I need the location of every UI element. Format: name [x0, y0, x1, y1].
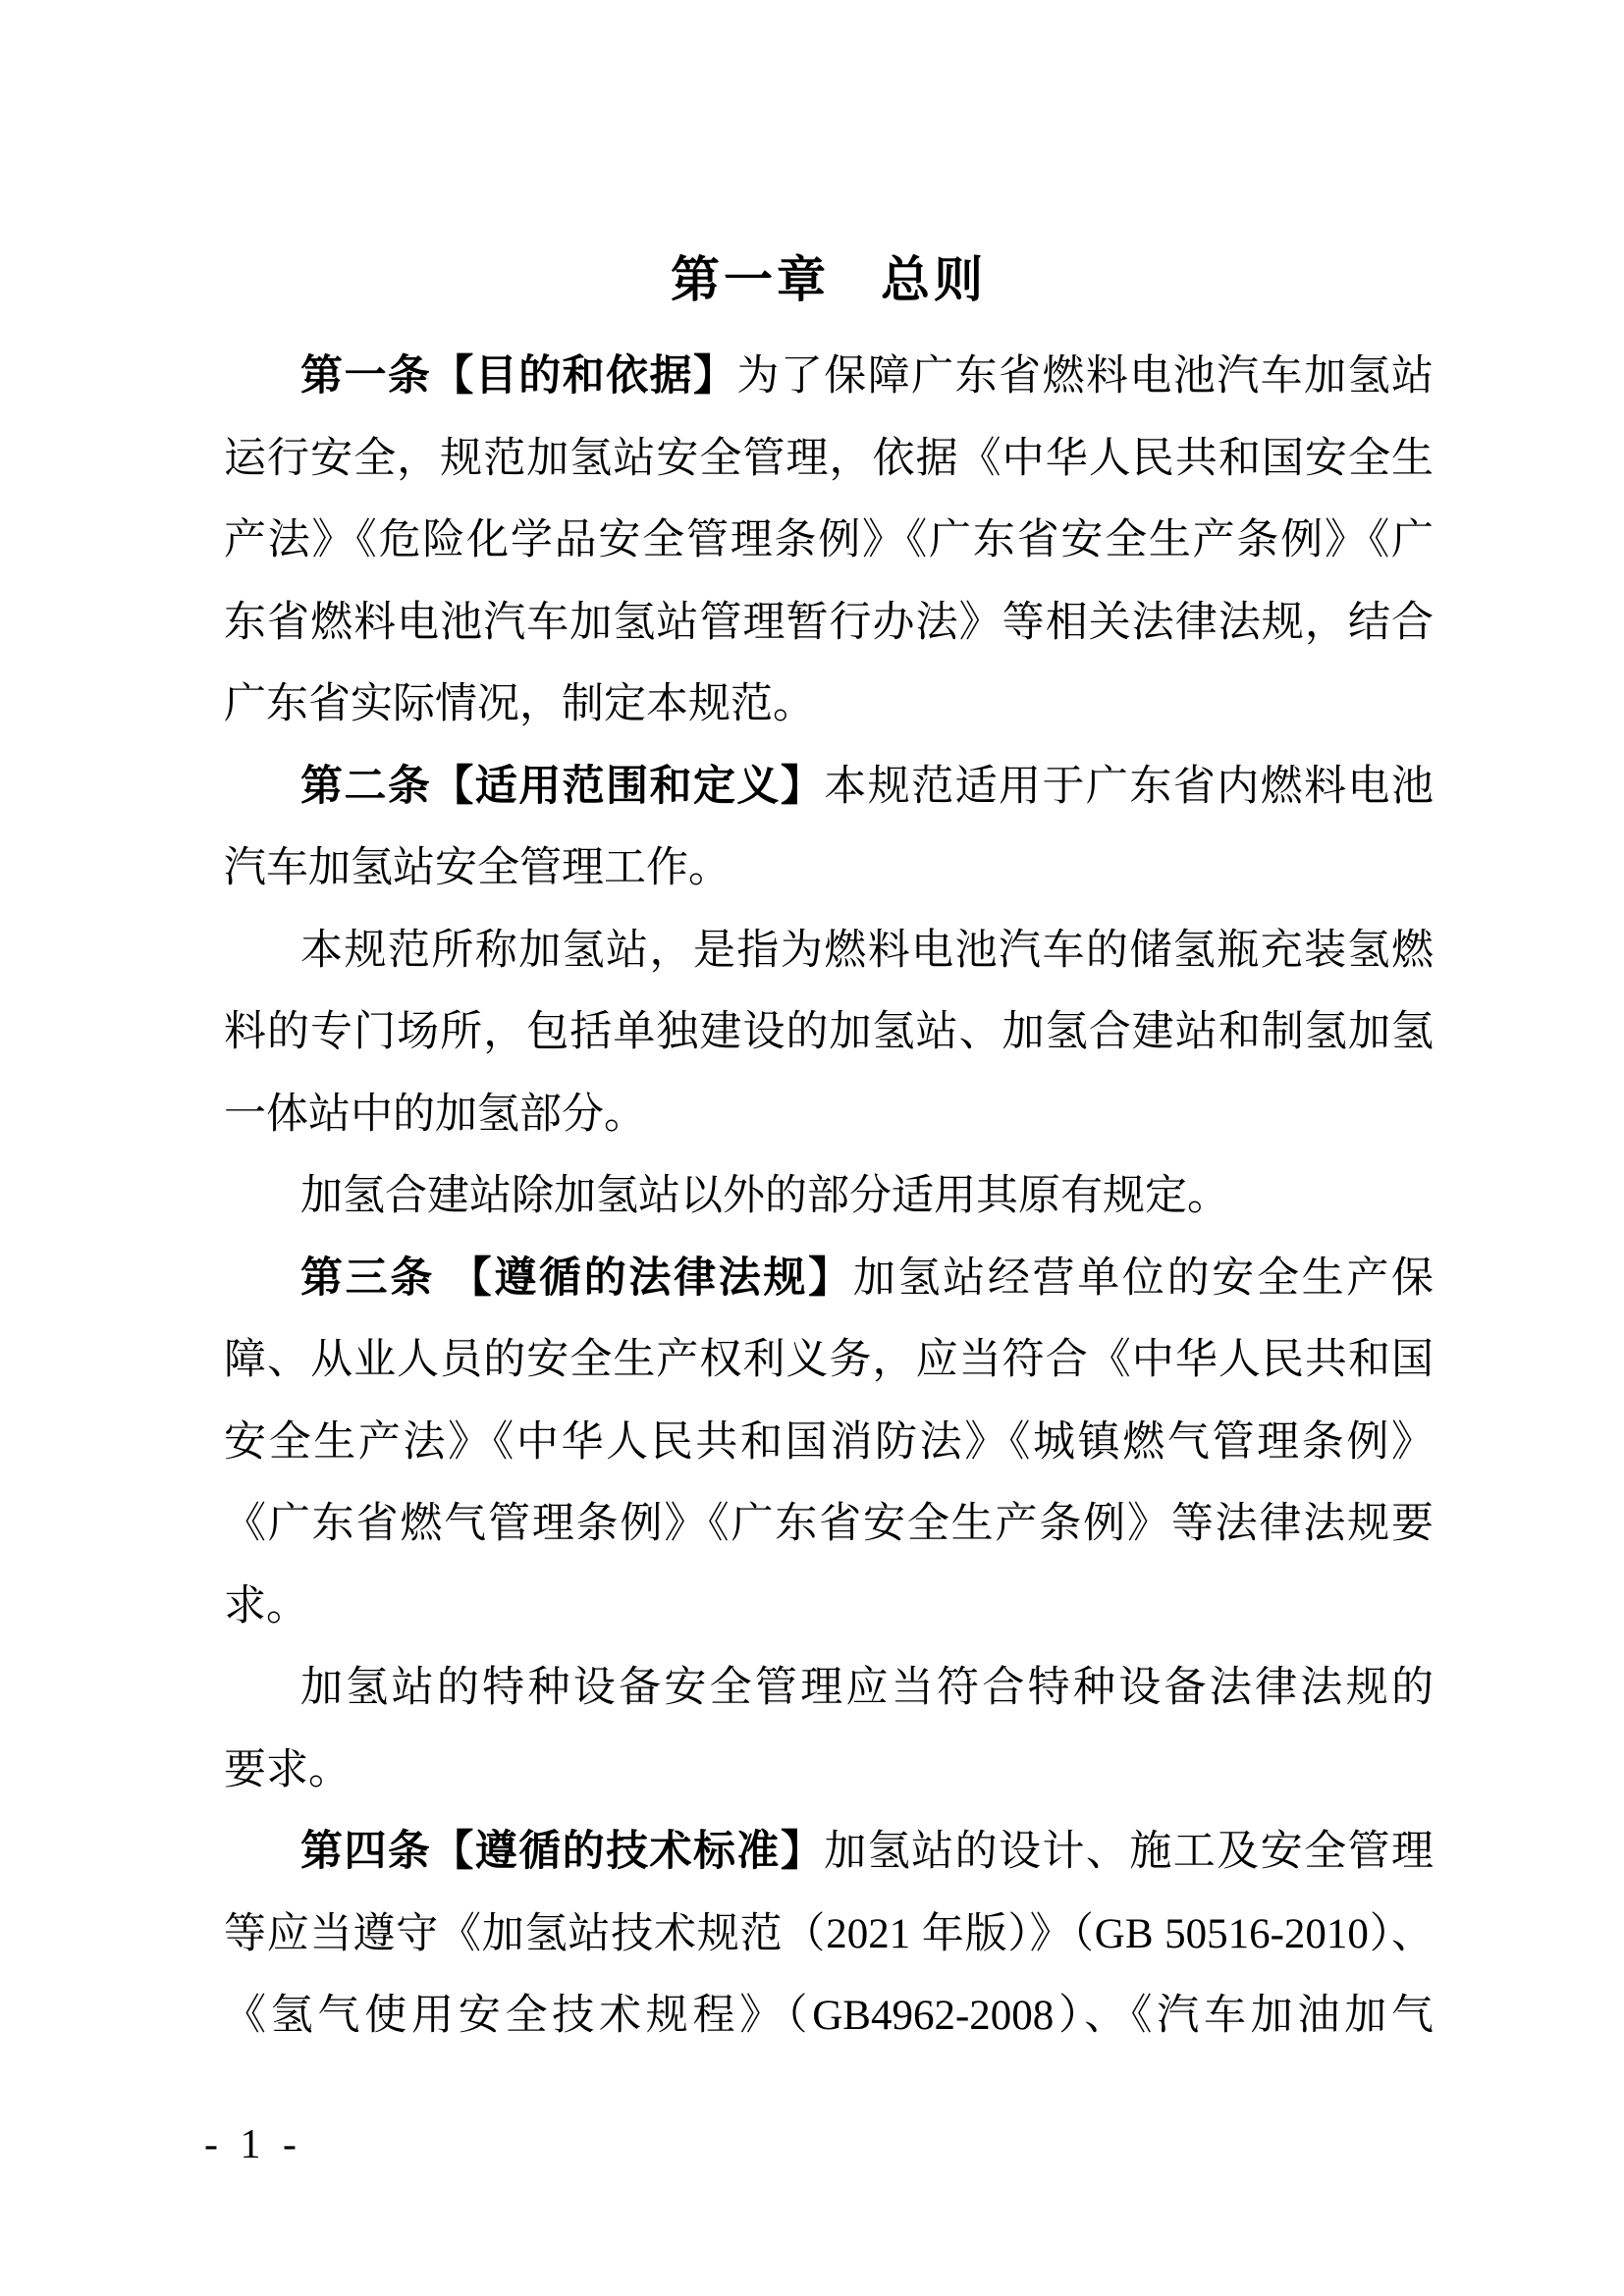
text-line: [224, 1647, 1434, 1730]
text-line: [224, 1402, 1434, 1484]
line-text: 一体站中的加氢部分。: [224, 1091, 646, 1138]
chapter-title: 第一章 总则: [671, 252, 987, 307]
article-heading: 第二条【适用范围和定义】: [300, 762, 825, 810]
line-text: 运行安全，规范加氢站安全管理，依据《中华人民共和国安全生: [224, 435, 1434, 482]
text-line: [224, 1319, 1434, 1402]
text-line: [224, 418, 1434, 501]
line-text: 安全生产法》《中华人民共和国消防法》《城镇燃气管理条例》: [224, 1418, 1434, 1466]
line-text: 广东省实际情况，制定本规范。: [224, 681, 815, 727]
text-line: [224, 1975, 1434, 2057]
text-line: [224, 828, 1434, 910]
line-text: 《氢气使用安全技术规程》（GB4962-2008）、《汽车加油加气: [224, 1993, 1434, 2039]
line-text: 为了保障广东省燃料电池汽车加氢站: [736, 353, 1434, 400]
line-text: 加氢站的特种设备安全管理应当符合特种设备法律法规的: [300, 1665, 1434, 1711]
text-line: [224, 991, 1434, 1074]
text-line: [224, 336, 1434, 418]
article-heading: 第一条【目的和依据】: [300, 352, 737, 400]
line-text: 求。: [224, 1582, 308, 1629]
line-text: 本规范所称加氢站，是指为燃料电池汽车的储氢瓶充装氢燃: [300, 927, 1434, 974]
line-text: 料的专门场所，包括单独建设的加氢站、加氢合建站和制氢加氢: [224, 1009, 1434, 1055]
text-line: [224, 1238, 1434, 1320]
line-text: 等应当遵守《加氢站技术规范（2021 年版）》（GB 50516-2010）、: [224, 1910, 1434, 1957]
text-line: [224, 664, 1434, 746]
article-heading: 第四条【遵循的技术标准】: [300, 1828, 825, 1875]
text-line: [224, 1155, 1434, 1238]
line-text: 障、从业人员的安全生产权利义务，应当符合《中华人民共和国: [224, 1337, 1434, 1383]
text-line: [224, 1894, 1434, 1976]
text-line: [224, 582, 1434, 665]
line-text: 汽车加氢站安全管理工作。: [224, 845, 731, 891]
line-text: 《广东省燃气管理条例》《广东省安全生产条例》等法律法规要: [224, 1501, 1434, 1547]
line-text: 加氢站经营单位的安全生产保: [852, 1255, 1434, 1302]
line-text: 要求。: [224, 1746, 351, 1793]
text-line: [224, 1074, 1434, 1156]
line-text: 加氢合建站除加氢站以外的部分适用其原有规定。: [300, 1173, 1229, 1219]
text-line: [224, 500, 1434, 582]
text-line: [224, 1811, 1434, 1894]
text-line: [224, 1566, 1434, 1648]
text-line: [224, 1730, 1434, 1812]
text-line: [224, 910, 1434, 992]
article-heading: 第三条 【遵循的法律法规】: [300, 1254, 853, 1302]
line-text: 加氢站的设计、施工及安全管理: [824, 1829, 1434, 1875]
line-text: 产法》《危险化学品安全管理条例》《广东省安全生产条例》《广: [224, 517, 1434, 563]
line-text: 东省燃料电池汽车加氢站管理暂行办法》等相关法律法规，结合: [224, 599, 1434, 646]
line-text: 本规范适用于广东省内燃料电池: [824, 763, 1434, 810]
document-lines: [224, 336, 1434, 2057]
text-line: [224, 746, 1434, 828]
text-line: [224, 1483, 1434, 1566]
page-number: - 1 -: [204, 2122, 302, 2167]
